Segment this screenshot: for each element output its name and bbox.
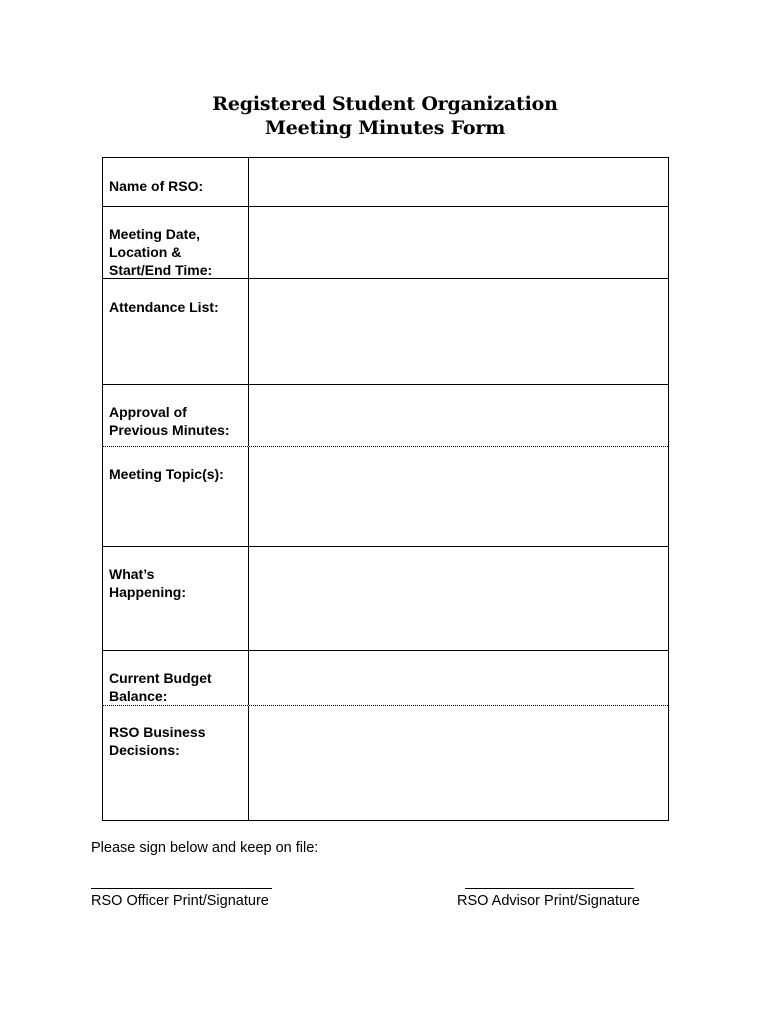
row-label-line: Decisions: [109, 742, 180, 758]
label-cell [103, 158, 249, 206]
row-meeting-date-location-time [103, 207, 668, 279]
row-label-line: Approval of [109, 404, 187, 420]
signature-instruction: Please sign below and keep on file: [91, 840, 319, 856]
row-label-line: Current Budget [109, 670, 212, 686]
label-cell [103, 207, 249, 278]
approval-of-previous-minutes-field[interactable] [249, 385, 668, 446]
name-of-rso-field[interactable] [249, 158, 668, 206]
label-cell [103, 385, 249, 446]
row-name-of-rso [103, 158, 668, 207]
row-label-line: Meeting Date, [109, 226, 201, 242]
row-label-line: Balance: [109, 688, 168, 704]
row-attendance-list [103, 279, 668, 385]
advisor-signature-line[interactable] [465, 888, 634, 889]
row-label-line: Start/End Time: [109, 262, 213, 278]
current-budget-balance-field[interactable] [249, 651, 668, 705]
advisor-signature-label: RSO Advisor Print/Signature [457, 893, 640, 909]
form-title-line-1: Registered Student Organization [212, 93, 558, 115]
row-label-line: Location & [109, 244, 182, 260]
row-label-line: RSO Business [109, 724, 206, 740]
meeting-date-location-time-field[interactable] [249, 207, 668, 278]
meeting-topics-field[interactable] [249, 447, 668, 546]
meeting-minutes-table [102, 157, 669, 821]
label-cell [103, 447, 249, 546]
row-label-line: Meeting Topic(s): [109, 466, 224, 482]
label-cell [103, 547, 249, 650]
row-rso-business-decisions [103, 706, 668, 820]
form-title-line-2: Meeting Minutes Form [264, 117, 506, 139]
row-label-line: Previous Minutes: [109, 422, 230, 438]
row-label-line: What’s [109, 566, 155, 582]
row-label-line: Happening: [109, 584, 186, 600]
attendance-list-field[interactable] [249, 279, 668, 384]
label-cell [103, 651, 249, 705]
row-current-budget-balance [103, 651, 668, 706]
row-meeting-topics [103, 447, 668, 547]
row-whats-happening [103, 547, 668, 651]
label-cell [103, 706, 249, 820]
rso-business-decisions-field[interactable] [249, 706, 668, 820]
officer-signature-line[interactable] [91, 888, 272, 889]
row-label-line: Attendance List: [109, 299, 219, 315]
row-label-line: Name of RSO: [109, 178, 204, 194]
label-cell [103, 279, 249, 384]
whats-happening-field[interactable] [249, 547, 668, 650]
row-approval-of-previous-minutes [103, 385, 668, 447]
officer-signature-label: RSO Officer Print/Signature [91, 893, 269, 909]
